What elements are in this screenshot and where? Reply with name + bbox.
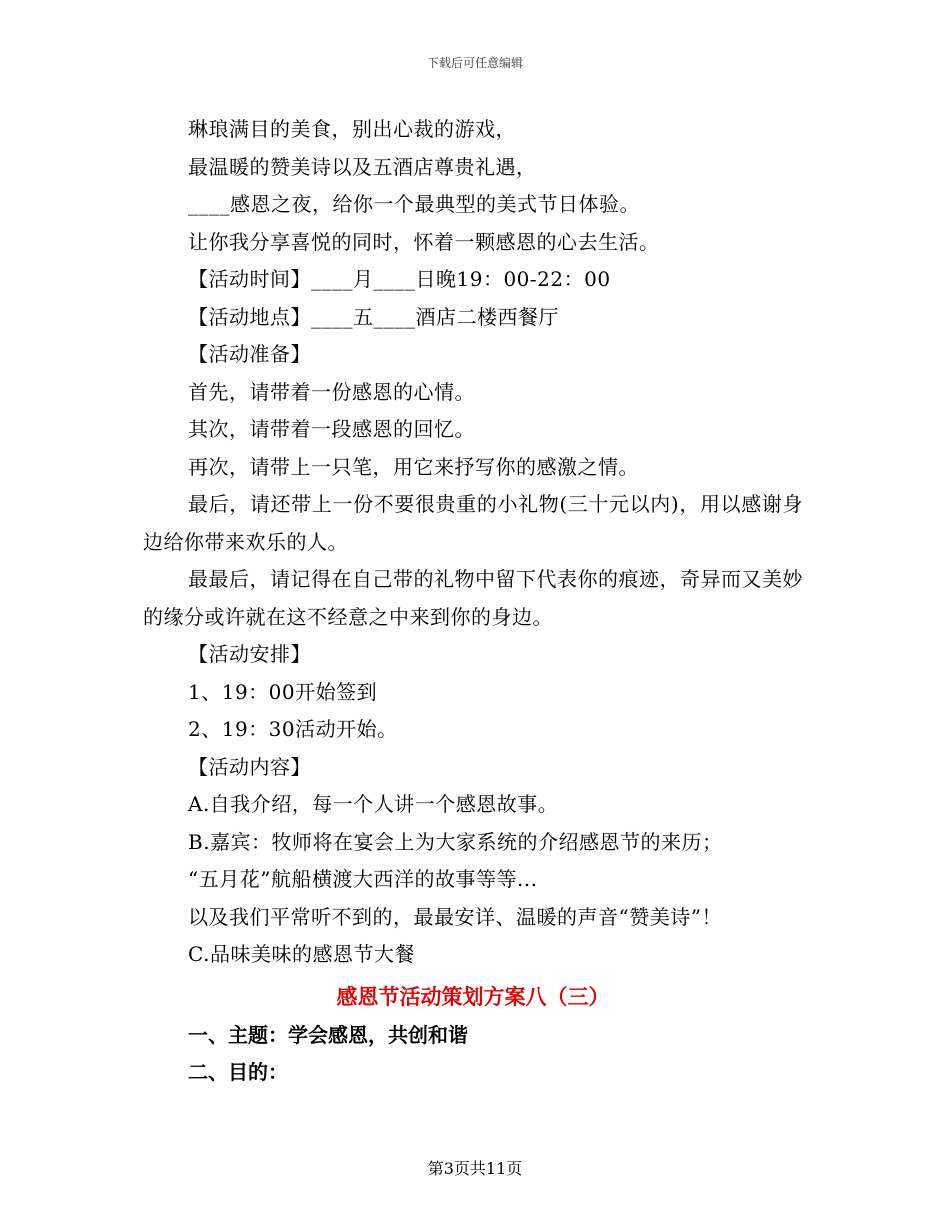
text-line: “五月花”航船横渡大西洋的故事等等... xyxy=(188,867,538,891)
event-location-line: 【活动地点】____五____酒店二楼西餐厅 xyxy=(188,304,559,329)
content-heading: 【活动内容】 xyxy=(188,754,311,779)
event-time-line: 【活动时间】____月____日晚19：00-22：00 xyxy=(188,267,611,291)
content-item: B.嘉宾：牧师将在宴会上为大家系统的介绍感恩节的来历； xyxy=(188,829,723,854)
text-line: 最温暖的赞美诗以及五酒店尊贵礼遇， xyxy=(188,154,537,179)
text-line: 琳琅满目的美食，别出心裁的游戏， xyxy=(188,117,516,141)
text-line: 其次，请带着一段感恩的回忆。 xyxy=(188,417,475,441)
paragraph: 最后，请还带上一份不要很贵重的小礼物(三十元以内)，用以感谢身边给你带来欢乐的人。 xyxy=(143,492,803,554)
page-header: 下载后可任意编辑 xyxy=(426,56,523,70)
content-item: A.自我介绍，每一个人讲一个感恩故事。 xyxy=(188,792,559,816)
page-footer: 第3页共11页 xyxy=(427,1159,523,1178)
document-body xyxy=(143,111,803,1092)
content-item: C.品味美味的感恩节大餐 xyxy=(188,942,415,966)
text-line: 让你我分享喜悦的同时，怀着一颗感恩的心去生活。 xyxy=(188,229,660,254)
schedule-heading: 【活动安排】 xyxy=(188,642,311,666)
text-line: ____感恩之夜，给你一个最典型的美式节日体验。 xyxy=(188,192,640,216)
preparation-heading: 【活动准备】 xyxy=(188,342,311,366)
text-line: 再次，请带上一只笔，用它来抒写你的感激之情。 xyxy=(188,454,639,479)
theme-heading: 一、主题：学会感恩，共创和谐 xyxy=(188,1022,468,1047)
schedule-item: 1、19：00开始签到 xyxy=(188,679,378,704)
paragraph: 最最后，请记得在自己带的礼物中留下代表你的痕迹，奇异而又美妙的缘分或许就在这不经意之中来到你的身边。 xyxy=(143,567,803,629)
text-line: 首先，请带着一份感恩的心情。 xyxy=(188,379,475,404)
purpose-heading: 二、目的： xyxy=(188,1060,288,1084)
schedule-item: 2、19：30活动开始。 xyxy=(188,717,398,741)
section-title: 感恩节活动策划方案八（三） xyxy=(336,984,610,1009)
text-line: 以及我们平常听不到的，最最安详、温暖的声音“赞美诗”！ xyxy=(188,904,722,929)
